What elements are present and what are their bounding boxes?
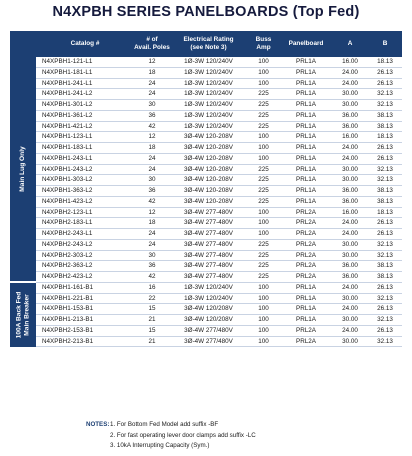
panelboard-cell: PRL2A [280,207,332,218]
panelboard-cell: PRL1A [280,89,332,100]
catalog-cell: N4XPBH1-303-L2 [36,175,134,186]
buss-cell: 100 [247,153,280,164]
poles-cell: 36 [134,110,170,121]
rating-cell: 3Ø-4W 277-480V [170,272,247,283]
rating-cell: 1Ø-3W 120/240V [170,57,247,67]
catalog-cell: N4XPBH1-301-L2 [36,100,134,111]
panelboard-cell: PRL2A [280,336,332,347]
dim-b-cell: 32.13 [368,250,402,261]
dim-a-cell: 24.00 [332,153,368,164]
catalog-cell: N4XPBH1-181-L1 [36,67,134,78]
buss-cell: 100 [247,293,280,304]
group-label-cell [10,282,36,347]
poles-cell: 24 [134,153,170,164]
table-row [10,196,402,207]
table-row [10,293,402,304]
panelboard-cell: PRL1A [280,186,332,197]
panelboard-cell: PRL2A [280,272,332,283]
dim-b-cell: 32.13 [368,293,402,304]
poles-cell: 24 [134,229,170,240]
table-row [10,100,402,111]
poles-cell: 18 [134,67,170,78]
header-panelboard: Panelboard [280,31,332,57]
header-buss: Buss Amp [247,31,280,57]
group-label-line: Main Breaker [23,294,30,336]
rating-cell: 3Ø-4W 120-208V [170,175,247,186]
catalog-cell: N4XPBH2-213-B1 [36,336,134,347]
rating-cell: 3Ø-4W 277-480V [170,218,247,229]
panelboard-cell: PRL1A [280,196,332,207]
catalog-cell: N4XPBH1-153-B1 [36,304,134,315]
panelboard-cell: PRL1A [280,164,332,175]
catalog-cell: N4XPBH1-123-L1 [36,132,134,143]
dim-a-cell: 30.00 [332,164,368,175]
catalog-cell: N4XPBH1-243-L1 [36,153,134,164]
table-body [10,57,402,347]
dim-a-cell: 24.00 [332,67,368,78]
table-row [10,336,402,347]
dim-a-cell: 16.00 [332,207,368,218]
dim-a-cell: 36.00 [332,272,368,283]
panelboard-cell: PRL1A [280,153,332,164]
dim-a-cell: 24.00 [332,325,368,336]
poles-cell: 42 [134,196,170,207]
rating-cell: 1Ø-3W 120/240V [170,100,247,111]
buss-cell: 100 [247,315,280,326]
table-row [10,239,402,250]
dim-b-cell: 32.13 [368,315,402,326]
poles-cell: 24 [134,164,170,175]
rating-cell: 3Ø-4W 120-208V [170,132,247,143]
rating-cell: 3Ø-4W 277-480V [170,239,247,250]
catalog-cell: N4XPBH2-423-L2 [36,272,134,283]
table-row [10,218,402,229]
poles-cell: 42 [134,272,170,283]
catalog-cell: N4XPBH1-361-L2 [36,110,134,121]
dim-b-cell: 32.13 [368,164,402,175]
dim-b-cell: 38.13 [368,186,402,197]
rating-cell: 1Ø-3W 120/240V [170,121,247,132]
dim-a-cell: 30.00 [332,250,368,261]
buss-cell: 100 [247,218,280,229]
dim-b-cell: 32.13 [368,336,402,347]
dim-b-cell: 26.13 [368,67,402,78]
dim-a-cell: 36.00 [332,196,368,207]
poles-cell: 16 [134,282,170,293]
rating-cell: 3Ø-4W 277-480V [170,207,247,218]
rating-cell: 3Ø-4W 120/208V [170,315,247,326]
buss-cell: 225 [247,250,280,261]
panelboard-cell: PRL1A [280,132,332,143]
header-poles: # of Avail. Poles [134,31,170,57]
catalog-cell: N4XPBH1-213-B1 [36,315,134,326]
buss-cell: 225 [247,121,280,132]
dim-a-cell: 30.00 [332,239,368,250]
rating-cell: 1Ø-3W 120/240V [170,67,247,78]
dim-b-cell: 38.13 [368,261,402,272]
rating-cell: 3Ø-4W 277/480V [170,325,247,336]
buss-cell: 100 [247,304,280,315]
rating-cell: 3Ø-4W 120-208V [170,153,247,164]
dim-b-cell: 26.13 [368,143,402,154]
buss-cell: 225 [247,186,280,197]
table-row [10,121,402,132]
buss-cell: 100 [247,207,280,218]
rating-cell: 1Ø-3W 120/240V [170,282,247,293]
header-rating: Electrical Rating (see Note 3) [170,31,247,57]
poles-cell: 30 [134,100,170,111]
poles-cell: 24 [134,239,170,250]
panelboard-cell: PRL1A [280,100,332,111]
group-label [15,292,30,339]
dim-a-cell: 36.00 [332,261,368,272]
dim-b-cell: 32.13 [368,89,402,100]
buss-cell: 100 [247,282,280,293]
dim-b-cell: 32.13 [368,100,402,111]
table-row [10,325,402,336]
buss-cell: 225 [247,89,280,100]
catalog-cell: N4XPBH1-241-L2 [36,89,134,100]
table-row [10,89,402,100]
panelboard-cell: PRL1A [280,110,332,121]
dim-a-cell: 30.00 [332,175,368,186]
table-row [10,229,402,240]
poles-cell: 36 [134,186,170,197]
poles-cell: 24 [134,78,170,89]
catalog-cell: N4XPBH2-183-L1 [36,218,134,229]
buss-cell: 225 [247,239,280,250]
note-item: 1. For Bottom Fed Model add suffix -BF [110,421,219,428]
dim-a-cell: 30.00 [332,100,368,111]
poles-cell: 21 [134,315,170,326]
table-row [10,78,402,89]
dim-b-cell: 18.13 [368,57,402,67]
panelboard-cell: PRL2A [280,325,332,336]
dim-a-cell: 36.00 [332,186,368,197]
dim-b-cell: 26.13 [368,325,402,336]
rating-cell: 3Ø-4W 120/208V [170,304,247,315]
buss-cell: 225 [247,261,280,272]
rating-cell: 1Ø-3W 120/240V [170,89,247,100]
panelboard-cell: PRL1A [280,78,332,89]
table-row [10,57,402,67]
poles-cell: 30 [134,175,170,186]
dim-a-cell: 30.00 [332,293,368,304]
dim-a-cell: 30.00 [332,89,368,100]
poles-cell: 15 [134,325,170,336]
page-title: N4XPBH SERIES PANELBOARDS (Top Fed) [52,4,360,20]
poles-cell: 12 [134,57,170,67]
catalog-cell: N4XPBH2-303-L2 [36,250,134,261]
dim-b-cell: 18.13 [368,132,402,143]
poles-cell: 12 [134,132,170,143]
dim-a-cell: 36.00 [332,110,368,121]
table-row [10,110,402,121]
dim-b-cell: 26.13 [368,153,402,164]
catalog-cell: N4XPBH1-421-L2 [36,121,134,132]
table-row [10,143,402,154]
header-row [10,31,402,57]
dim-a-cell: 30.00 [332,315,368,326]
buss-cell: 100 [247,57,280,67]
panelboard-cell: PRL2A [280,218,332,229]
panelboard-cell: PRL1A [280,315,332,326]
rating-cell: 3Ø-4W 120-208V [170,186,247,197]
catalog-cell: N4XPBH1-121-L1 [36,57,134,67]
buss-cell: 225 [247,110,280,121]
panelboard-cell: PRL2A [280,239,332,250]
dim-a-cell: 24.00 [332,78,368,89]
table-row [10,164,402,175]
catalog-cell: N4XPBH1-183-L1 [36,143,134,154]
poles-cell: 24 [134,89,170,100]
table-row [10,250,402,261]
panelboard-cell: PRL2A [280,229,332,240]
dim-a-cell: 24.00 [332,143,368,154]
poles-cell: 22 [134,293,170,304]
dim-b-cell: 26.13 [368,229,402,240]
dim-a-cell: 24.00 [332,304,368,315]
rating-cell: 3Ø-4W 277-480V [170,229,247,240]
catalog-cell: N4XPBH1-221-B1 [36,293,134,304]
table-row [10,282,402,293]
buss-cell: 100 [247,325,280,336]
header-catalog: Catalog # [36,31,134,57]
panelboard-cell: PRL1A [280,57,332,67]
catalog-cell: N4XPBH1-243-L2 [36,164,134,175]
poles-cell: 42 [134,121,170,132]
buss-cell: 225 [247,100,280,111]
rating-cell: 1Ø-3W 120/240V [170,110,247,121]
rating-cell: 3Ø-4W 277/480V [170,336,247,347]
notes-label: NOTES: [86,421,110,428]
rating-cell: 3Ø-4W 277-480V [170,261,247,272]
dim-a-cell: 16.00 [332,132,368,143]
table-row [10,175,402,186]
catalog-cell: N4XPBH1-423-L2 [36,196,134,207]
dim-b-cell: 32.13 [368,239,402,250]
note-item: 3. 10kA Interrupting Capacity (Sym.) [110,442,210,449]
dim-a-cell: 24.00 [332,282,368,293]
buss-cell: 225 [247,175,280,186]
note-item: 2. For fast operating lever door clamps add suffix -LC [110,431,256,439]
dim-b-cell: 26.13 [368,304,402,315]
group-label [19,146,27,191]
rating-cell: 1Ø-3W 120/240V [170,293,247,304]
panelboard-cell: PRL1A [280,67,332,78]
dim-b-cell: 38.13 [368,110,402,121]
table-row [10,304,402,315]
rating-cell: 3Ø-4W 120-208V [170,164,247,175]
dim-b-cell: 18.13 [368,207,402,218]
dim-b-cell: 26.13 [368,282,402,293]
panelboard-cell: PRL1A [280,175,332,186]
poles-cell: 18 [134,143,170,154]
header-corner [10,31,36,57]
panelboard-cell: PRL1A [280,304,332,315]
rating-cell: 3Ø-4W 120-208V [170,143,247,154]
panelboard-cell: PRL1A [280,293,332,304]
panelboard-cell: PRL2A [280,261,332,272]
buss-cell: 100 [247,67,280,78]
catalog-cell: N4XPBH2-243-L1 [36,229,134,240]
dim-b-cell: 38.13 [368,272,402,283]
panelboard-cell: PRL1A [280,143,332,154]
dim-b-cell: 38.13 [368,196,402,207]
table-row [10,132,402,143]
dim-b-cell: 38.13 [368,121,402,132]
table-row [10,207,402,218]
dim-b-cell: 26.13 [368,218,402,229]
table-row [10,272,402,283]
rating-cell: 3Ø-4W 120-208V [170,196,247,207]
catalog-cell: N4XPBH2-243-L2 [36,239,134,250]
buss-cell: 100 [247,143,280,154]
table-row [10,261,402,272]
catalog-cell: N4XPBH2-363-L2 [36,261,134,272]
table-row [10,315,402,326]
panelboard-cell: PRL1A [280,282,332,293]
buss-cell: 100 [247,229,280,240]
catalog-cell: N4XPBH2-153-B1 [36,325,134,336]
header-b: B [368,31,402,57]
catalog-cell: N4XPBH1-363-L2 [36,186,134,197]
poles-cell: 15 [134,304,170,315]
buss-cell: 100 [247,132,280,143]
group-label-line: 100A Back Fed [15,291,23,339]
dim-b-cell: 26.13 [368,78,402,89]
group-label-cell [10,57,36,282]
poles-cell: 18 [134,218,170,229]
buss-cell: 225 [247,272,280,283]
group-label-line: Main Lug Only [19,146,27,192]
dim-a-cell: 30.00 [332,336,368,347]
dim-a-cell: 24.00 [332,218,368,229]
panelboard-cell: PRL1A [280,121,332,132]
poles-cell: 21 [134,336,170,347]
rating-cell: 3Ø-4W 277-480V [170,250,247,261]
table-row [10,186,402,197]
catalog-cell: N4XPBH1-241-L1 [36,78,134,89]
buss-cell: 225 [247,164,280,175]
buss-cell: 100 [247,336,280,347]
dim-a-cell: 24.00 [332,229,368,240]
panelboard-cell: PRL2A [280,250,332,261]
buss-cell: 100 [247,78,280,89]
dim-b-cell: 32.13 [368,175,402,186]
catalog-cell: N4XPBH1-161-B1 [36,282,134,293]
dim-a-cell: 36.00 [332,121,368,132]
catalog-cell: N4XPBH2-123-L1 [36,207,134,218]
poles-cell: 30 [134,250,170,261]
poles-cell: 12 [134,207,170,218]
panelboard-table [10,31,402,347]
dim-a-cell: 16.00 [332,57,368,67]
table-row [10,67,402,78]
rating-cell: 1Ø-3W 120/240V [170,78,247,89]
table-row [10,153,402,164]
poles-cell: 36 [134,261,170,272]
buss-cell: 225 [247,196,280,207]
notes-block [86,420,256,452]
header-a: A [332,31,368,57]
